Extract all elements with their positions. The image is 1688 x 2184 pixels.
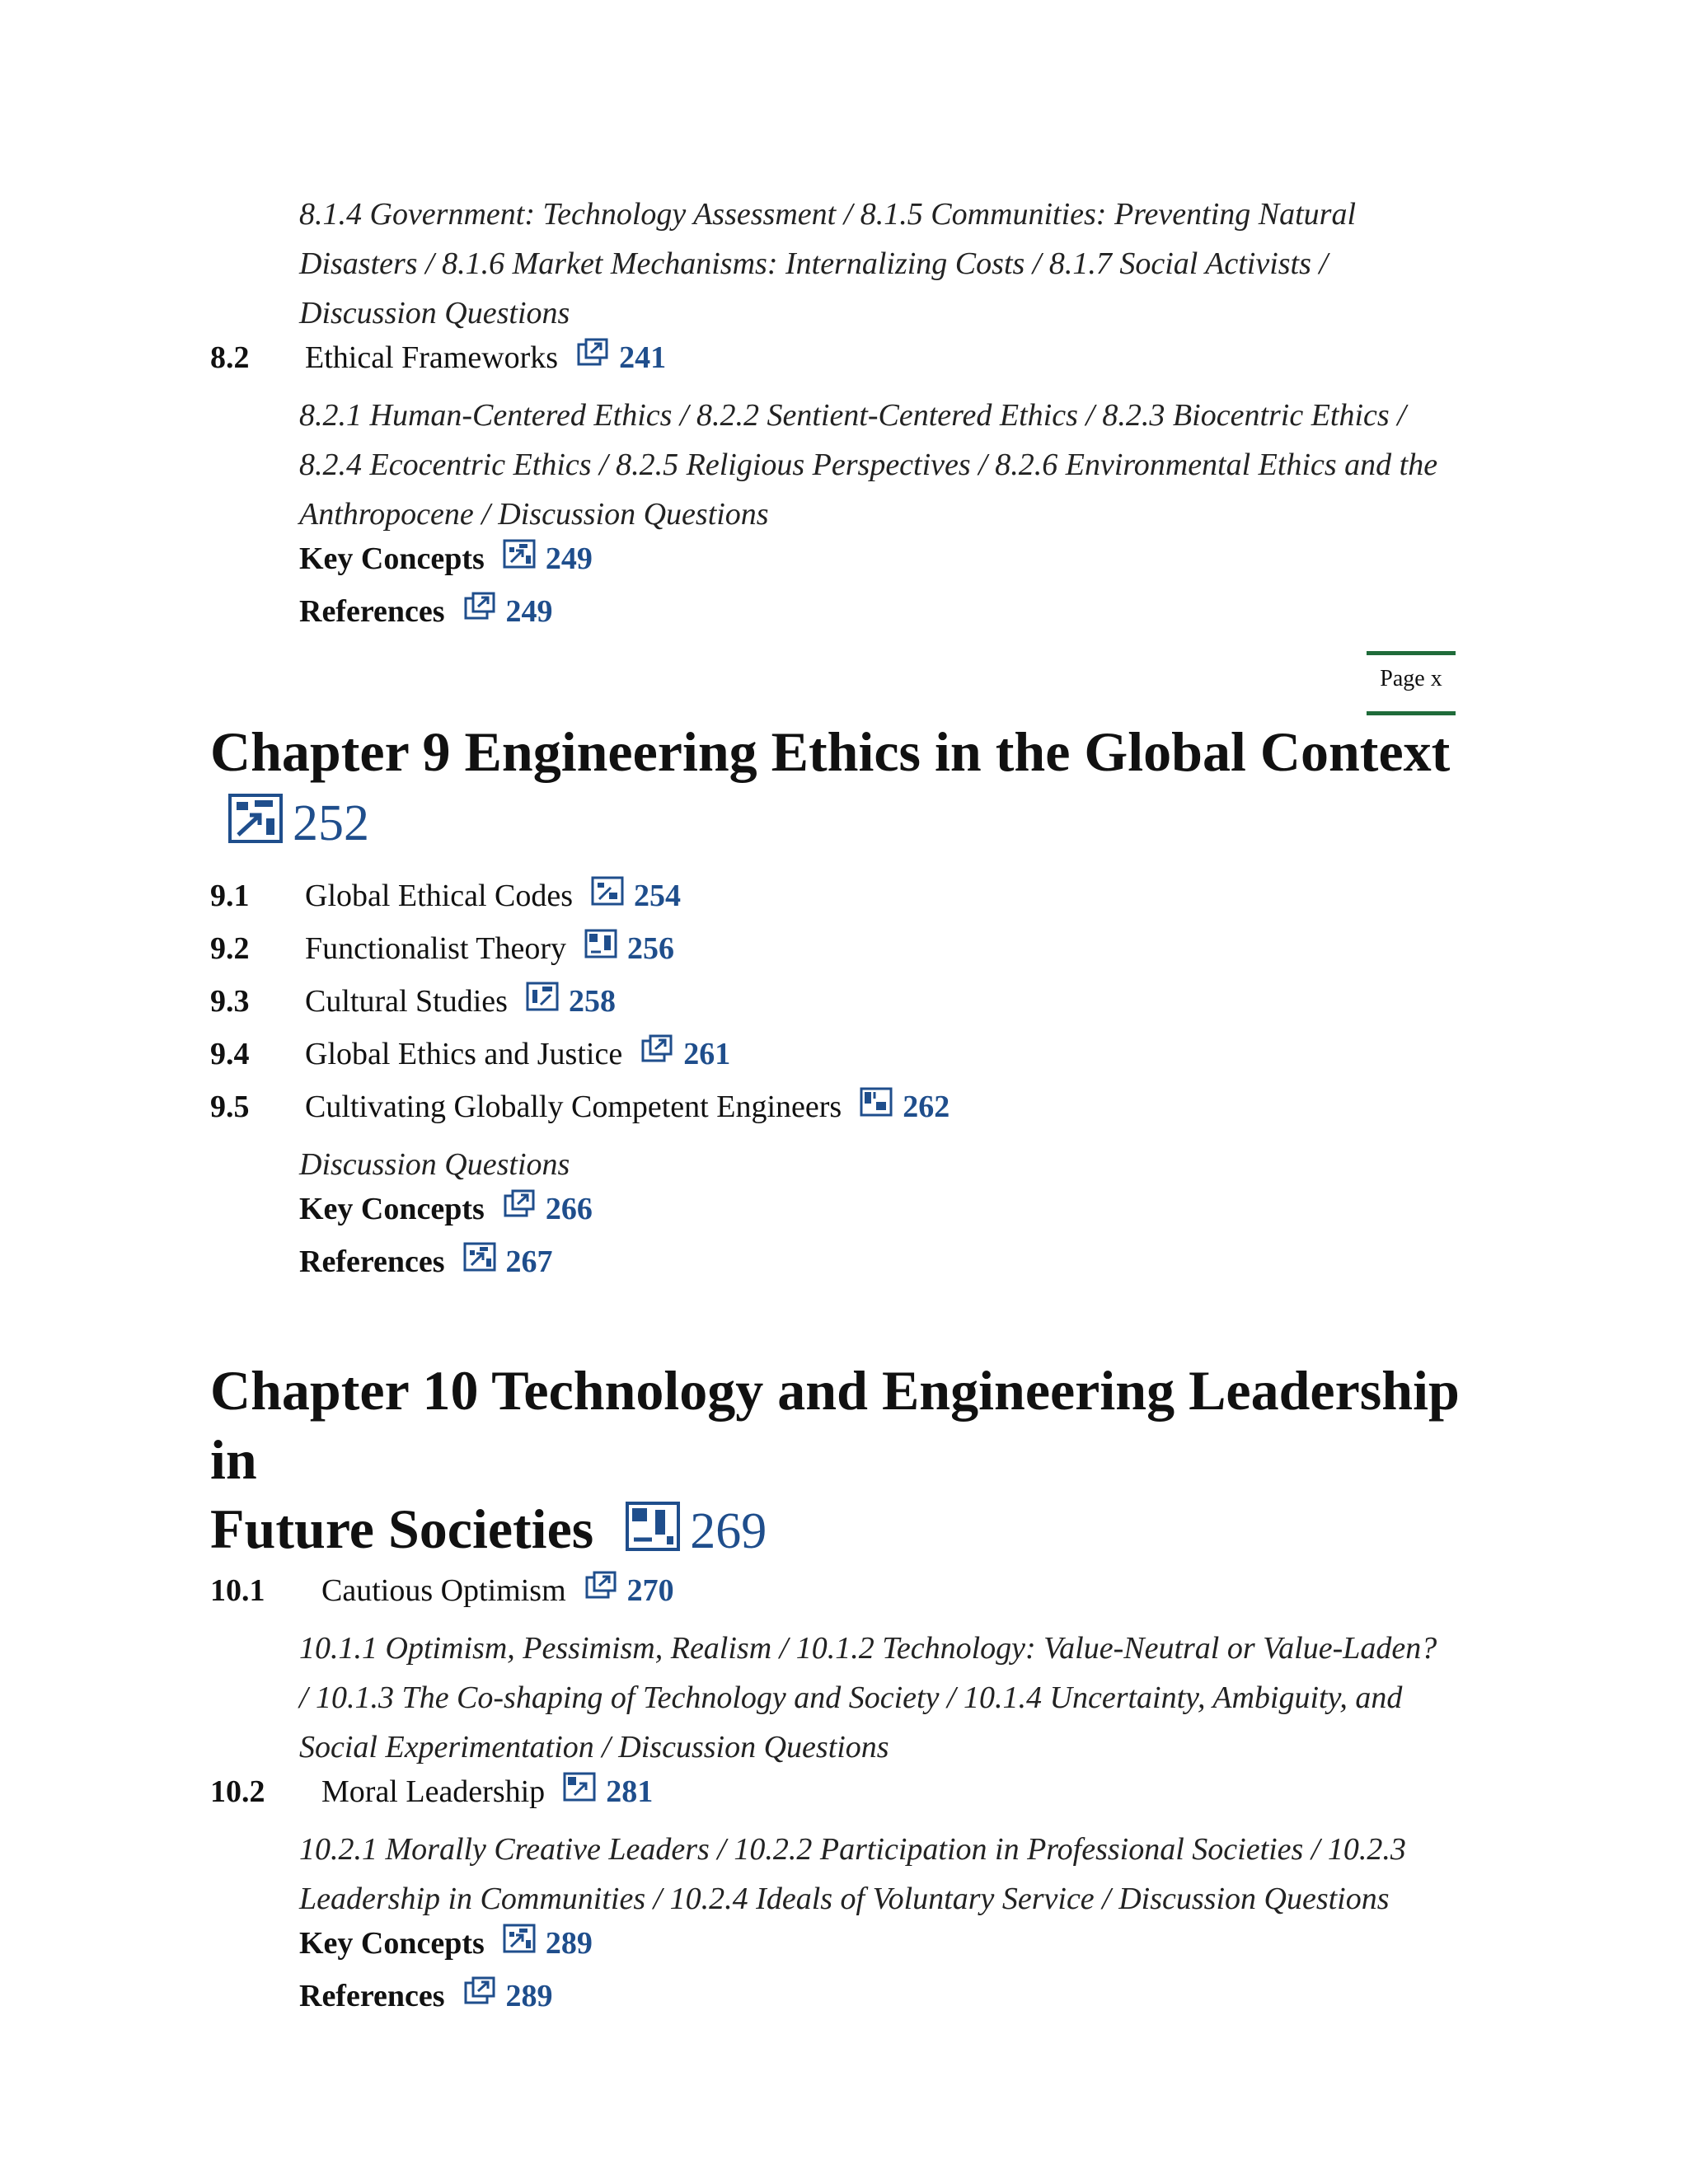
section-number: 9.1 <box>210 879 250 913</box>
toc-entry-references-10[interactable] <box>210 1976 1496 2029</box>
chapter-title: Chapter 9 Engineering Ethics in the Global Context <box>210 720 1451 783</box>
toc-entry-references-8[interactable] <box>210 592 1496 644</box>
toc-entry-9-5[interactable] <box>210 1087 1496 1140</box>
section-title: Cautious Optimism <box>321 1573 566 1608</box>
page-number[interactable]: 256 <box>627 931 674 966</box>
page-number[interactable]: 289 <box>545 1926 593 1961</box>
chapter-10-block <box>210 1356 1496 2029</box>
section-number: 9.4 <box>210 1037 250 1071</box>
section-number: 9.5 <box>210 1090 250 1124</box>
page-marker: Page x <box>1367 651 1456 715</box>
page-number[interactable]: 241 <box>619 340 667 375</box>
page-number[interactable]: 249 <box>505 594 553 629</box>
page-number[interactable]: 262 <box>903 1090 950 1124</box>
section-number: 9.2 <box>210 931 250 966</box>
qr-link-icon[interactable] <box>860 1087 893 1117</box>
section-title: Cultural Studies <box>305 984 508 1019</box>
section-title: Global Ethical Codes <box>305 879 574 913</box>
external-link-icon[interactable] <box>463 592 496 621</box>
chapter-9-block <box>210 717 1496 1295</box>
references-label: References <box>299 1244 445 1279</box>
page-number[interactable]: 254 <box>634 879 682 913</box>
toc-entry-10-2[interactable] <box>210 1772 1496 1825</box>
toc-entry-10-1[interactable] <box>210 1571 1496 1624</box>
toc-entry-references-9[interactable] <box>210 1242 1496 1295</box>
key-concepts-label: Key Concepts <box>299 541 485 576</box>
page-number[interactable]: 270 <box>626 1573 674 1608</box>
section-title: Global Ethics and Justice <box>305 1037 623 1071</box>
toc-entry-9-3[interactable] <box>210 982 1496 1034</box>
qr-link-icon[interactable] <box>227 792 284 845</box>
chapter-10-heading[interactable] <box>210 1356 1496 1566</box>
external-link-icon[interactable] <box>640 1034 673 1064</box>
toc-entry-9-1[interactable] <box>210 876 1496 929</box>
discussion-questions-9: Discussion Questions <box>299 1147 570 1182</box>
external-link-icon[interactable] <box>576 338 609 368</box>
chapter-title-line2: Future Societies <box>210 1497 594 1560</box>
toc <box>210 190 1496 644</box>
section-number: 9.3 <box>210 984 250 1019</box>
chapter-page-number[interactable]: 269 <box>690 1503 767 1559</box>
subsection-list-10-2: 10.2.1 Morally Creative Leaders / 10.2.2 Participation in Professional Societies / 10.2.3 Leadership in Communities / 10.2.4 Ideals of Voluntary Service / Discussion Questions <box>299 1832 1406 1916</box>
toc-entry-9-4[interactable] <box>210 1034 1496 1087</box>
section-title: Cultivating Globally Competent Engineers <box>305 1090 842 1124</box>
external-link-icon[interactable] <box>584 1571 617 1601</box>
page-number[interactable]: 289 <box>505 1979 553 2013</box>
references-label: References <box>299 1979 445 2013</box>
section-title: Ethical Frameworks <box>305 340 559 375</box>
subsection-list-8-1: 8.1.4 Government: Technology Assessment / 8.1.5 Communities: Preventing Natural Disasters / 8.1.6 Market Mechanisms: Internalizing Costs / 8.1.7 Social Activists / Discussion Questions <box>299 197 1357 330</box>
chapter-9-heading[interactable] <box>210 717 1496 858</box>
section-title: Moral Leadership <box>321 1774 546 1809</box>
page-number[interactable]: 267 <box>505 1244 553 1279</box>
section-number: 10.1 <box>210 1573 265 1608</box>
subsection-list-8-2: 8.2.1 Human-Centered Ethics / 8.2.2 Sentient-Centered Ethics / 8.2.3 Biocentric Ethics / 8.2.4 Ecocentric Ethics / 8.2.5 Religious Perspectives / 8.2.6 Environmental Ethics and the Anthropocene / Discussion Questions <box>299 398 1438 532</box>
qr-link-icon[interactable] <box>526 982 559 1011</box>
toc-entry-key-concepts-8[interactable] <box>210 539 1496 592</box>
section-title: Functionalist Theory <box>305 931 566 966</box>
subsection-list-10-1: 10.1.1 Optimism, Pessimism, Realism / 10.1.2 Technology: Value-Neutral or Value-Laden? / 10.1.3 The Co-shaping of Technology and Society / 10.1.4 Uncertainty, Ambiguity, and Social Experimentation / Discussion Questions <box>299 1631 1437 1765</box>
chapter-page-number[interactable]: 252 <box>293 795 369 851</box>
qr-link-icon[interactable] <box>463 1242 496 1272</box>
external-link-icon[interactable] <box>463 1976 496 2006</box>
toc-entry-8-2[interactable] <box>210 338 1496 391</box>
qr-link-icon[interactable] <box>624 1500 682 1553</box>
qr-link-icon[interactable] <box>591 876 624 906</box>
key-concepts-label: Key Concepts <box>299 1192 485 1226</box>
qr-link-icon[interactable] <box>563 1772 596 1802</box>
page-number[interactable]: 281 <box>606 1774 654 1809</box>
references-label: References <box>299 594 445 629</box>
chapter-9-sections <box>210 876 1496 1295</box>
external-link-icon[interactable] <box>503 1189 536 1219</box>
toc-entry-9-2[interactable] <box>210 929 1496 982</box>
page-number[interactable]: 261 <box>683 1037 731 1071</box>
section-number: 10.2 <box>210 1774 265 1809</box>
chapter-title-line1: Chapter 10 Technology and Engineering Leadership in <box>210 1359 1460 1491</box>
page-number[interactable]: 249 <box>545 541 593 576</box>
qr-link-icon[interactable] <box>503 1924 536 1953</box>
toc-entry-key-concepts-10[interactable] <box>210 1924 1496 1976</box>
page-number[interactable]: 266 <box>545 1192 593 1226</box>
key-concepts-label: Key Concepts <box>299 1926 485 1961</box>
page-number[interactable]: 258 <box>568 984 616 1019</box>
chapter-10-sections <box>210 1571 1496 2029</box>
qr-link-icon[interactable] <box>584 929 617 958</box>
section-number: 8.2 <box>210 340 250 375</box>
toc-entry-key-concepts-9[interactable] <box>210 1189 1496 1242</box>
qr-link-icon[interactable] <box>503 539 536 569</box>
